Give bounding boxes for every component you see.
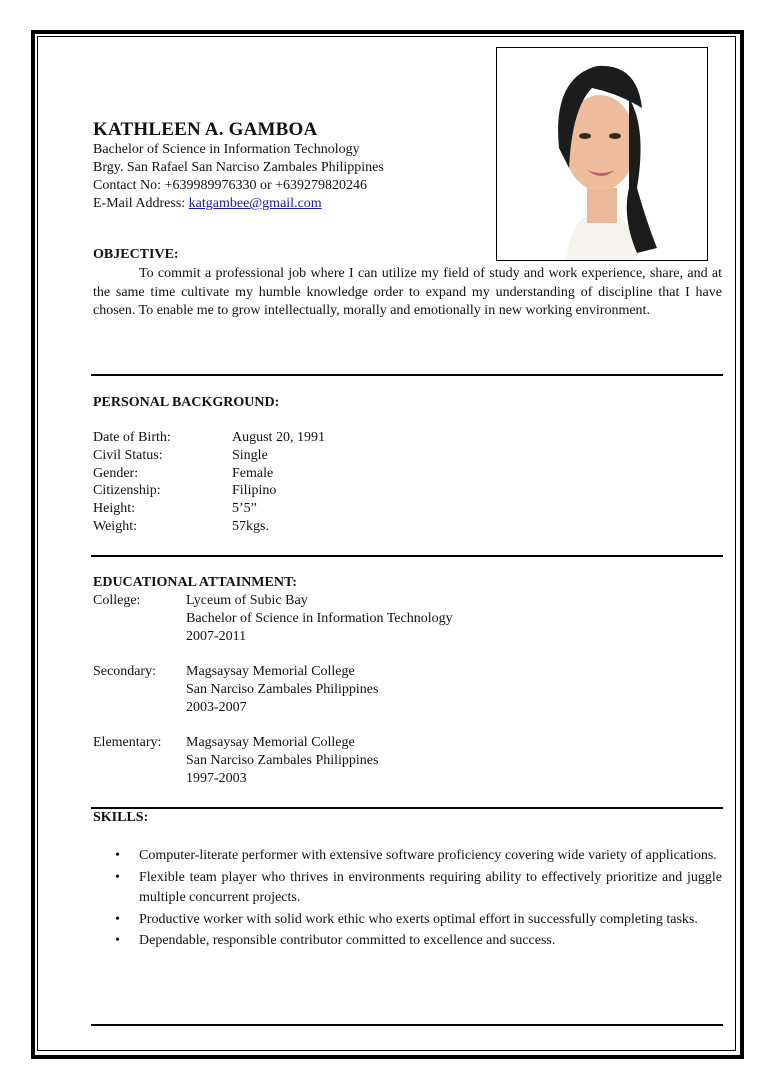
personal-row [93,482,325,500]
address: Brgy. San Rafael San Narciso Zambales Philippines [93,160,384,175]
personal-row [93,500,325,518]
education-level: Secondary: [93,664,156,680]
education-heading: EDUCATIONAL ATTAINMENT: [93,575,297,590]
personal-value: 57kgs. [232,518,269,534]
skill-text: Dependable, responsible contributor committed to excellence and success. [139,933,556,948]
personal-label: Height: [93,501,135,517]
profile-photo [496,47,708,261]
skill-text: Flexible team player who thrives in environments requiring ability to effectively prioritize and juggle multiple concurrent projects. [139,869,722,905]
skill-text: Computer-literate performer with extensive software proficiency covering wide variety of applications. [139,848,717,863]
skill-item [93,931,722,952]
personal-label: Date of Birth: [93,430,171,445]
personal-value: Filipino [232,483,277,499]
personal-value: August 20, 1991 [232,430,325,445]
personal-label: Civil Status: [93,447,163,463]
education-line: Magsaysay Memorial College [186,664,355,680]
degree: Bachelor of Science in Information Technology [93,142,360,157]
bullet-icon: • [115,911,120,927]
personal-label: Citizenship: [93,483,161,499]
education-line: Lyceum of Subic Bay [186,593,308,608]
education-entry [93,734,453,787]
candidate-name: KATHLEEN A. GAMBOA [93,119,318,140]
bullet-icon: • [115,869,120,885]
education-line: 1997-2003 [186,770,247,786]
personal-value: Female [232,465,274,481]
education-line: Magsaysay Memorial College [186,735,355,751]
education-entry [93,663,453,716]
education-entry [93,592,453,645]
contact-block [93,141,384,213]
personal-value: 5’5” [232,501,257,517]
skills-heading: SKILLS: [93,810,149,825]
section-divider [91,1024,723,1026]
skill-item [93,846,722,867]
education-list [93,592,453,806]
personal-label: Weight: [93,518,137,534]
education-line: Bachelor of Science in Information Technology [186,610,453,626]
personal-row [93,518,325,536]
education-level: Elementary: [93,735,162,751]
personal-heading: PERSONAL BACKGROUND: [93,395,280,410]
section-divider [91,807,723,809]
section-divider [91,555,723,557]
personal-details [93,429,325,536]
personal-label: Gender: [93,465,139,481]
skill-item [93,868,722,909]
bullet-icon: • [115,933,120,948]
personal-row [93,429,325,447]
personal-value: Single [232,447,268,463]
email-label: E-Mail Address: [93,196,189,211]
education-line: 2003-2007 [186,699,247,715]
objective-text [93,265,722,321]
email-line [93,195,384,213]
email-link[interactable]: katgambee@gmail.com [188,196,322,211]
bullet-icon: • [115,848,120,863]
contact-number: Contact No: +639989976330 or +639279820246 [93,178,367,193]
skill-text: Productive worker with solid work ethic who exerts optimal effort in successfully completing tasks. [139,911,698,927]
personal-row [93,465,325,483]
skills-list [93,846,722,953]
education-level: College: [93,593,141,608]
education-line: 2007-2011 [186,628,247,644]
objective-body: To commit a professional job where I can utilize my field of study and work experience, share, and at the same time cultivate my humble knowledge order to expand my understanding of discipline that I have chosen. To enable me to grow intellectually, morally and emotionally in new working environment. [93,266,722,318]
section-divider [91,374,723,376]
education-line: San Narciso Zambales Philippines [186,681,379,697]
objective-heading: OBJECTIVE: [93,247,179,262]
education-line: San Narciso Zambales Philippines [186,753,379,769]
skill-item [93,910,722,931]
personal-row [93,447,325,465]
